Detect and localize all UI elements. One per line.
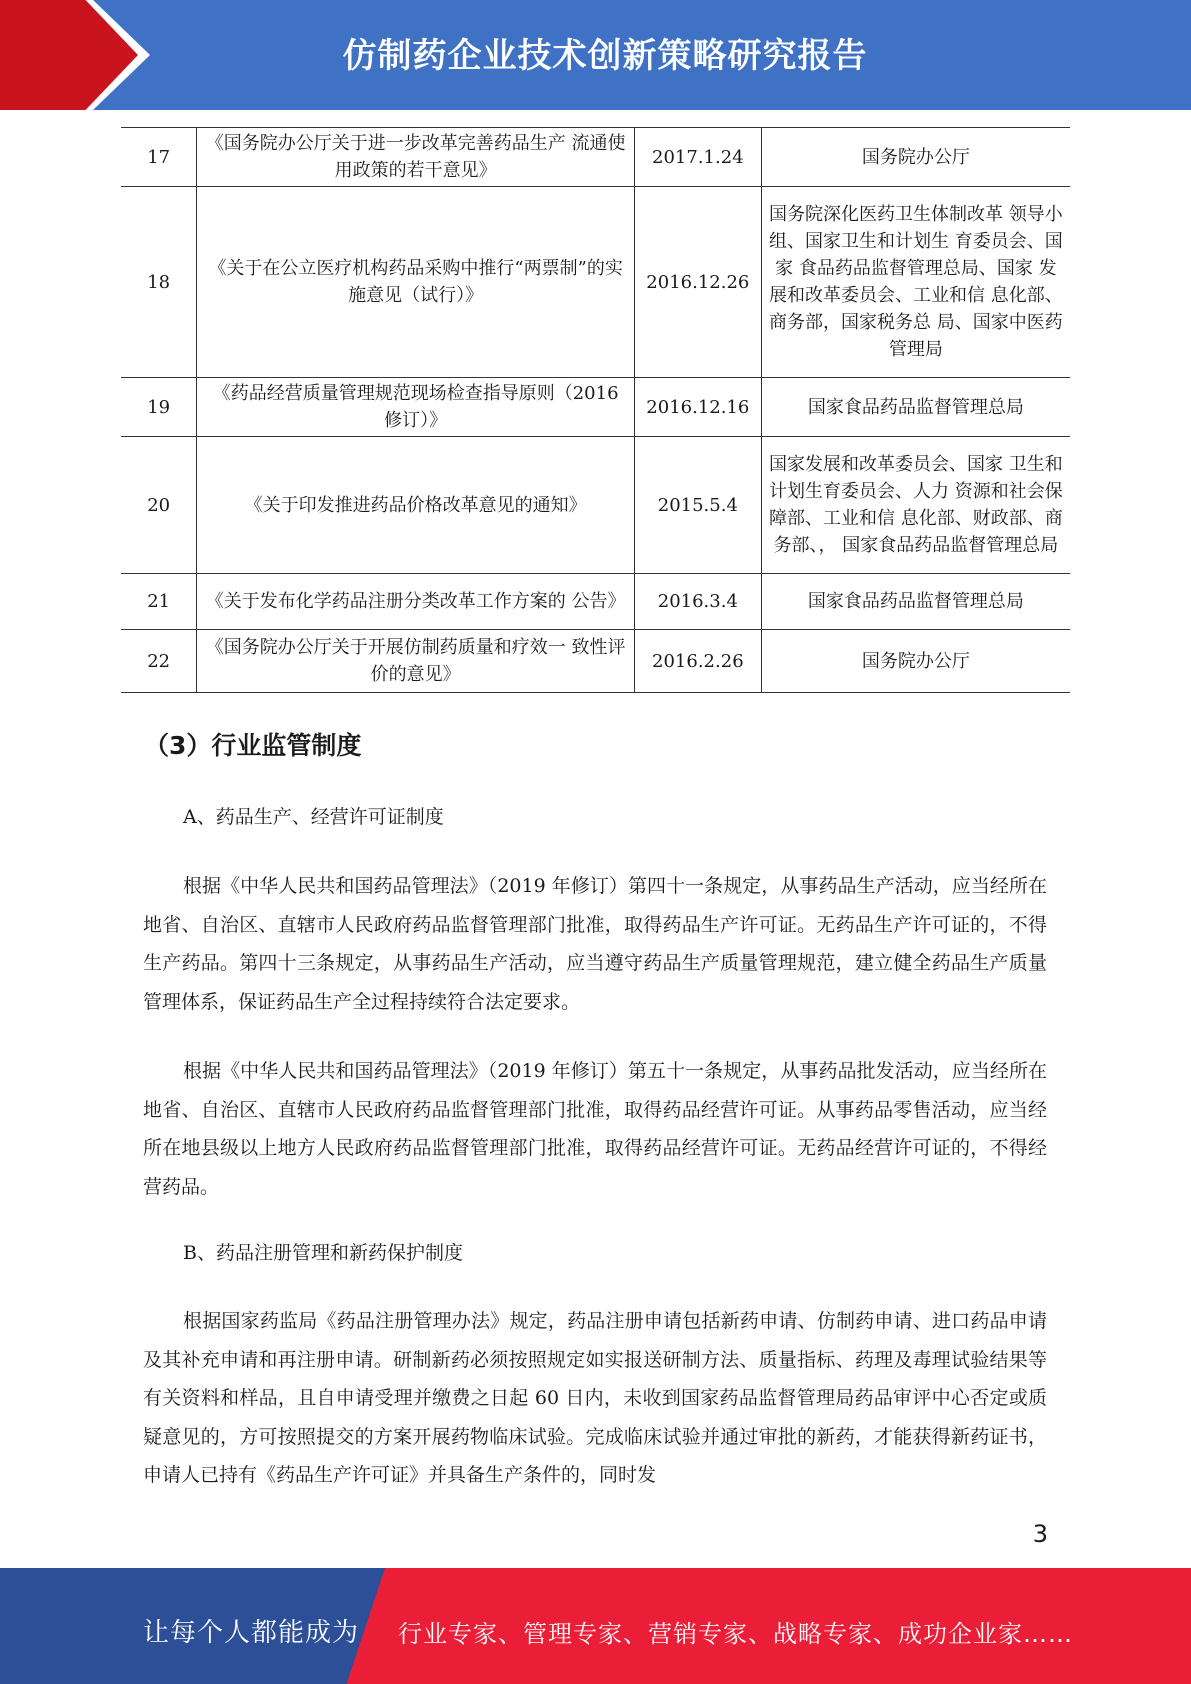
policy-title: 《国务院办公厅关于进一步改革完善药品生产 流通使用政策的若干意见》 <box>197 128 635 187</box>
policy-issuer: 国家食品药品监督管理总局 <box>761 378 1070 437</box>
policy-title: 《关于发布化学药品注册分类改革工作方案的 公告》 <box>197 574 635 630</box>
policy-issuer: 国务院办公厅 <box>761 630 1070 693</box>
row-number: 21 <box>121 574 197 630</box>
row-number: 22 <box>121 630 197 693</box>
row-number: 17 <box>121 128 197 187</box>
row-number: 20 <box>121 437 197 574</box>
header-arrow-icon <box>0 0 138 110</box>
paragraph-drug-registration: 根据国家药监局《药品注册管理办法》规定，药品注册申请包括新药申请、仿制药申请、进口药品申请及其补充申请和再注册申请。研制新药必须按照规定如实报送研制方法、质量指标、药理及毒理试验结果等有关资料和样品，且自申请受理并缴费之日起 60 日内，未收到国家药品监督管理局药品审评中心否定或质疑意见的，方可按照提交的方案开展药物临床试验。完成临床试验并通过审批的新药，才能获得新药证书，申请人已持有《药品生产许可证》并具备生产条件的，同时发 <box>143 1310 1047 1486</box>
row-number: 19 <box>121 378 197 437</box>
subheading-b: B、药品注册管理和新药保护制度 <box>183 1242 463 1264</box>
policy-date: 2016.3.4 <box>634 574 761 630</box>
policy-date: 2017.1.24 <box>634 128 761 187</box>
policy-date: 2016.2.26 <box>634 630 761 693</box>
policy-date: 2016.12.16 <box>634 378 761 437</box>
policy-title: 《关于在公立医疗机构药品采购中推行“两票制”的实施意见（试行）》 <box>197 187 635 378</box>
policy-issuer: 国务院深化医药卫生体制改革 领导小组、国家卫生和计划生 育委员会、国家 食品药品监督管理总局、国家 发展和改革委员会、工业和信 息化部、商务部，国家税务总 局、国家中医药管理局 <box>761 187 1070 378</box>
paragraph-distribution-license: 根据《中华人民共和国药品管理法》（2019 年修订）第五十一条规定，从事药品批发活动，应当经所在地省、自治区、直辖市人民政府药品监督管理部门批准，取得药品经营许可证。从事药品零售活动，应当经所在地县级以上地方人民政府药品监督管理部门批准，取得药品经营许可证。无药品经营许可证的，不得经营药品。 <box>143 1060 1047 1198</box>
policy-table <box>121 127 1070 693</box>
report-title: 仿制药企业技术创新策略研究报告 <box>342 36 868 76</box>
policy-issuer: 国务院办公厅 <box>761 128 1070 187</box>
page-footer <box>0 1568 1191 1684</box>
paragraph-production-license: 根据《中华人民共和国药品管理法》（2019 年修订）第四十一条规定，从事药品生产活动，应当经所在地省、自治区、直辖市人民政府药品监督管理部门批准，取得药品生产许可证。无药品生产许可证的，不得生产药品。第四十三条规定，从事药品生产活动，应当遵守药品生产质量管理规范，建立健全药品生产质量管理体系，保证药品生产全过程持续符合法定要求。 <box>143 875 1047 1013</box>
table-row <box>121 574 1070 630</box>
table-row <box>121 378 1070 437</box>
policy-title: 《国务院办公厅关于开展仿制药质量和疗效一 致性评价的意见》 <box>197 630 635 693</box>
footer-slogan-right: 行业专家、管理专家、营销专家、战略专家、成功企业家…… <box>398 1620 1073 1648</box>
policy-issuer: 国家食品药品监督管理总局 <box>761 574 1070 630</box>
subheading-a: A、药品生产、经营许可证制度 <box>183 806 444 828</box>
table-row <box>121 630 1070 693</box>
table-row <box>121 128 1070 187</box>
policy-date: 2016.12.26 <box>634 187 761 378</box>
policy-date: 2015.5.4 <box>634 437 761 574</box>
table-row <box>121 187 1070 378</box>
policy-issuer: 国家发展和改革委员会、国家 卫生和计划生育委员会、人力 资源和社会保障部、工业和信 息化部、财政部、商务部、， 国家食品药品监督管理总局 <box>761 437 1070 574</box>
footer-slogan-left: 让每个人都能成为 <box>143 1618 360 1648</box>
row-number: 18 <box>121 187 197 378</box>
page-number: 3 <box>1032 1520 1048 1548</box>
page-header <box>0 0 1191 110</box>
table-row <box>121 437 1070 574</box>
policy-title: 《药品经营质量管理规范现场检查指导原则（2016 修订）》 <box>197 378 635 437</box>
policy-title: 《关于印发推进药品价格改革意见的通知》 <box>197 437 635 574</box>
section-heading: （3）行业监管制度 <box>144 731 362 760</box>
